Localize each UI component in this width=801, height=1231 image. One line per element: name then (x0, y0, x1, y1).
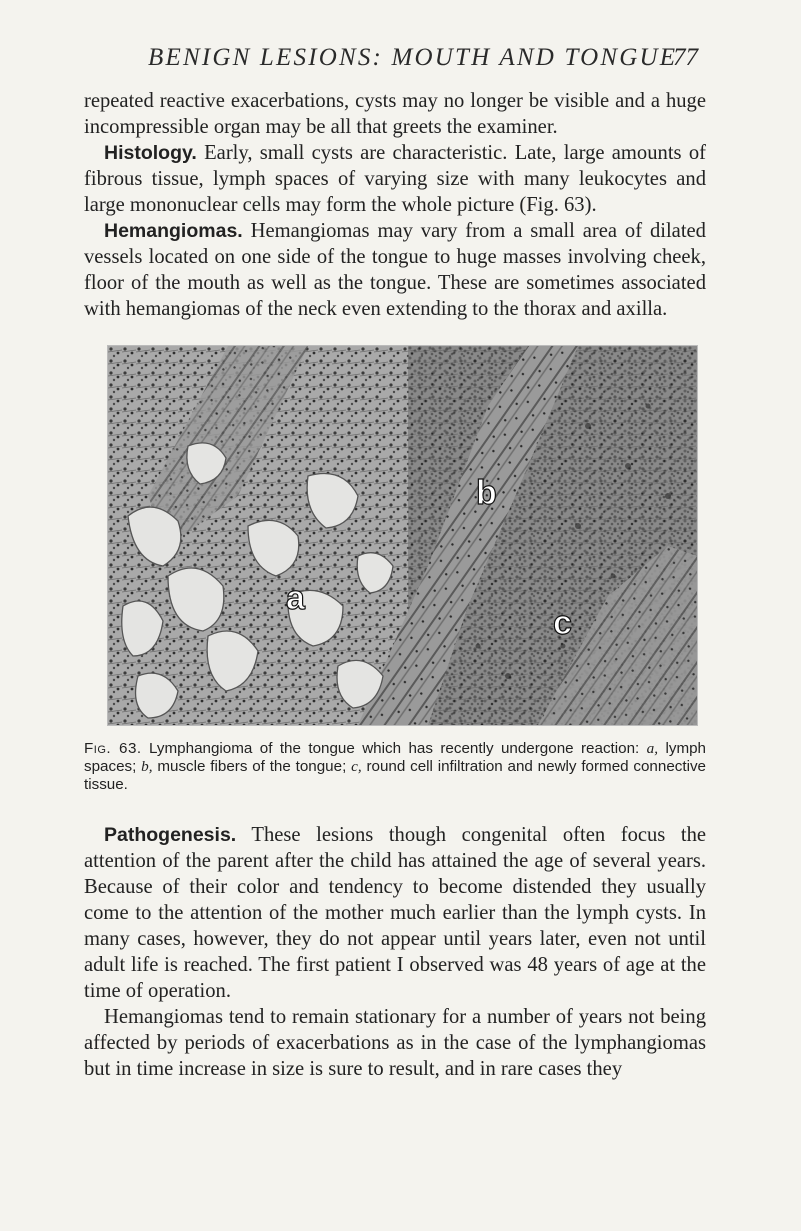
paragraph-histology (84, 140, 706, 218)
section-heading: Hemangiomas. (104, 220, 243, 242)
paragraph-text: These lesions though congenital often focus the attention of the parent after the child has attained the age of several years. Because of their color and tendency to become distended they usually come to the attention of the mother much earlier than the lymph cysts. In many cases, however, they do not appear until years later, even not until adult life is reached. The first patient I observed was 48 years of age at the time of operation. (84, 824, 707, 1002)
bottom-text-block (84, 822, 706, 1082)
paragraph-text: Early, small cysts are characteristic. Late, large amounts of fibrous tissue, lymph spaces of varying size with many leukocytes and large mononuclear cells may form the whole picture (Fig. 63). (84, 142, 706, 216)
running-title: BENIGN LESIONS: MOUTH AND TONGUE (148, 44, 678, 71)
figure-label-c: c (553, 604, 572, 642)
page-number: 77 (673, 44, 698, 71)
figure-number: Fig. 63. (84, 740, 142, 757)
paragraph-text: Hemangiomas tend to remain stationary for a number of years not being affected by periods of exacerbations as in the case of the lymphangiomas but in time increase in size is sure to result, and in rare cases they (84, 1006, 706, 1080)
paragraph-hemangioma-course (84, 1004, 706, 1082)
figure-caption (84, 740, 706, 794)
caption-key-c: c, (351, 758, 362, 775)
micrograph-image (108, 346, 697, 725)
caption-text: round cell infiltration and newly formed connective tissue. (84, 758, 707, 793)
caption-text: Lymphangioma of the tongue which has recently undergone reaction: (141, 740, 647, 757)
paragraph-hemangiomas (84, 218, 706, 322)
figure-label-b: b (476, 474, 497, 512)
section-heading: Pathogenesis. (104, 824, 237, 846)
paragraph-continued (84, 88, 706, 140)
running-header (148, 44, 698, 72)
caption-key-a: a, (646, 740, 659, 757)
caption-key-b: b, (141, 758, 153, 775)
caption-text: muscle fibers of the tongue; (152, 758, 352, 775)
figure-label-a: a (286, 579, 305, 617)
paragraph-text: repeated reactive exacerbations, cysts may no longer be visible and a huge incompressible organ may be all that greets the examiner. (84, 90, 706, 138)
histology-micrograph (107, 345, 698, 726)
paragraph-text: Hemangiomas may vary from a small area of dilated vessels located on one side of the tongue to huge masses involving cheek, floor of the mouth as well as the tongue. These are sometimes associated with hemangiomas of the neck even extending to the thorax and axilla. (84, 220, 706, 320)
section-heading: Histology. (104, 142, 197, 164)
paragraph-pathogenesis (84, 822, 706, 1004)
caption-text: lymph spaces; (84, 740, 706, 775)
top-text-block (84, 88, 706, 322)
